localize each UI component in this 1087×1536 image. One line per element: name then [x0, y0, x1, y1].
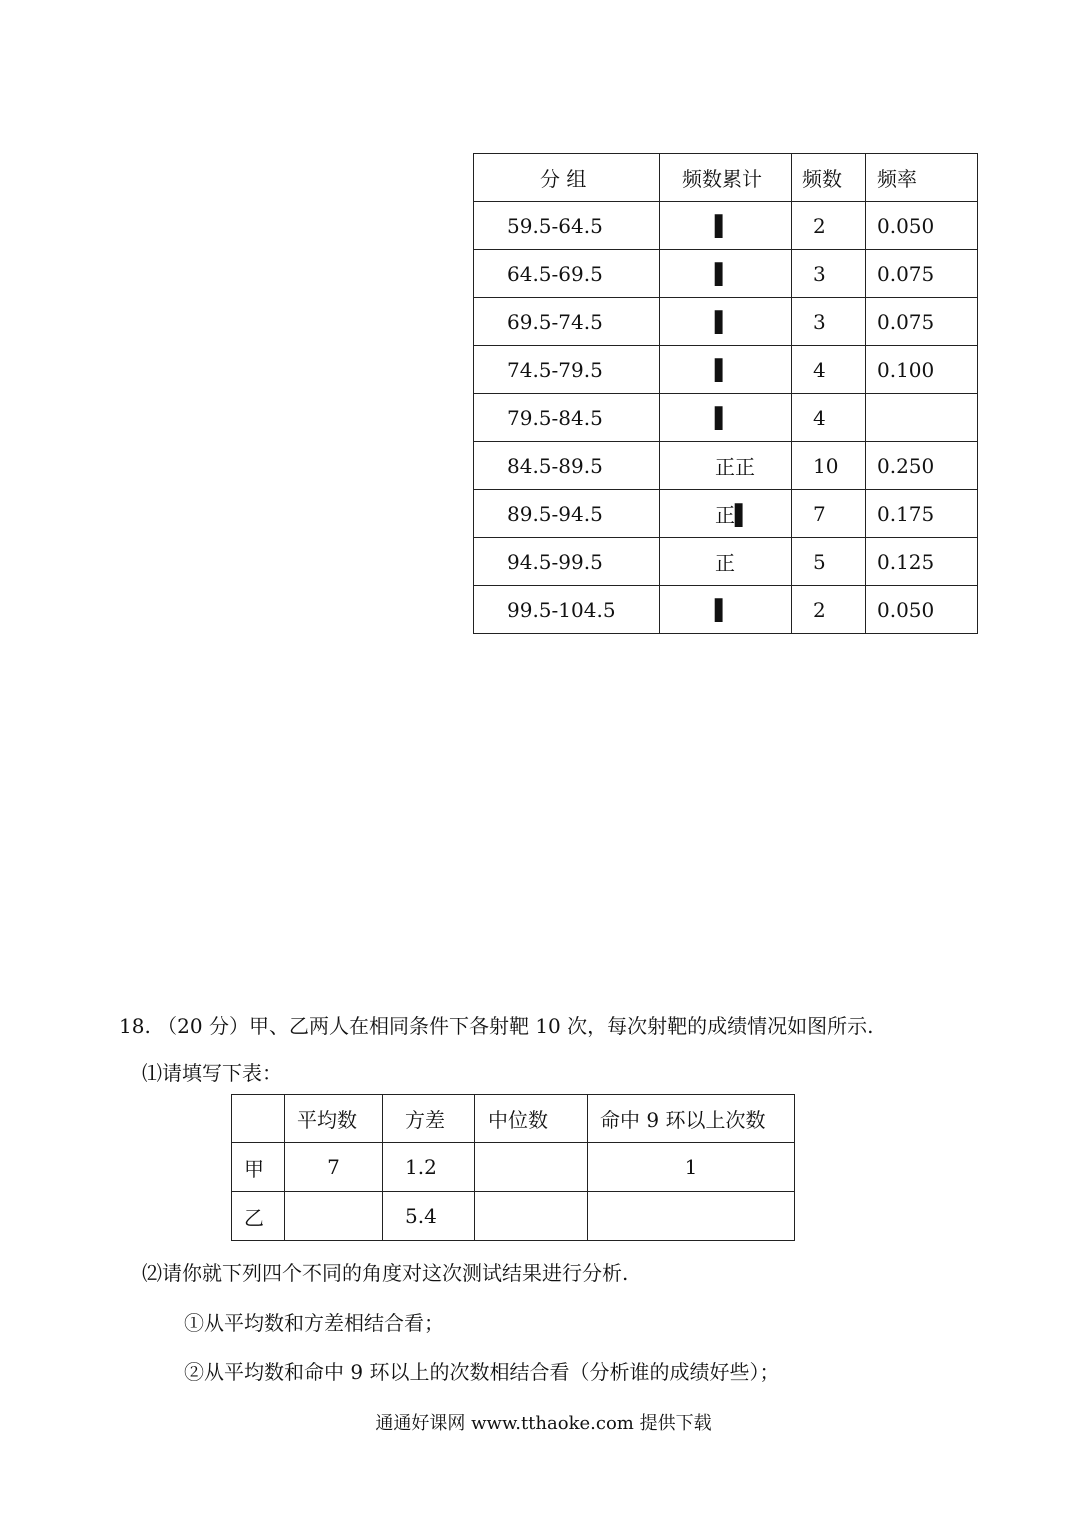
rate-cell: 0.175: [866, 490, 978, 538]
table-row: [474, 298, 978, 346]
tally-cell: 正正: [660, 442, 792, 490]
tally-cell: ▌: [660, 394, 792, 442]
header-count: 频数: [792, 154, 866, 202]
mean-cell: [285, 1192, 383, 1241]
sub-question-1: ①从平均数和方差相结合看；: [184, 1311, 444, 1335]
header-group: 分 组: [474, 154, 660, 202]
header-empty: [232, 1095, 285, 1143]
tally-cell: 正▌: [660, 490, 792, 538]
question-18-stem: 18. （20 分）甲、乙两人在相同条件下各射靶 10 次，每次射靶的成绩情况如图所示.: [119, 1014, 874, 1038]
count-cell: 3: [792, 250, 866, 298]
table-row: [474, 586, 978, 634]
table-row: [232, 1192, 795, 1241]
count-cell: 5: [792, 538, 866, 586]
tally-cell: ▌: [660, 298, 792, 346]
rate-cell: 0.250: [866, 442, 978, 490]
group-cell: 69.5-74.5: [474, 298, 660, 346]
question-18-part1: ⑴请填写下表：: [142, 1061, 282, 1085]
tally-cell: 正: [660, 538, 792, 586]
count-cell: 2: [792, 202, 866, 250]
header-rate: 频率: [866, 154, 978, 202]
header-mean: 平均数: [285, 1095, 383, 1143]
variance-cell: 1.2: [383, 1143, 475, 1192]
tally-cell: ▌: [660, 250, 792, 298]
median-cell: [475, 1192, 588, 1241]
count-cell: 4: [792, 346, 866, 394]
group-cell: 99.5-104.5: [474, 586, 660, 634]
header-tally: 频数累计: [660, 154, 792, 202]
tally-cell: ▌: [660, 202, 792, 250]
name-cell: 乙: [232, 1192, 285, 1241]
group-cell: 59.5-64.5: [474, 202, 660, 250]
rate-cell: 0.125: [866, 538, 978, 586]
count-cell: 2: [792, 586, 866, 634]
count-cell: 7: [792, 490, 866, 538]
sub-question-2: ②从平均数和命中 9 环以上的次数相结合看（分析谁的成绩好些）；: [184, 1360, 780, 1384]
hits-cell: [588, 1192, 795, 1241]
table-row: [232, 1143, 795, 1192]
rate-cell: 0.050: [866, 202, 978, 250]
rate-cell: 0.075: [866, 250, 978, 298]
count-cell: 3: [792, 298, 866, 346]
tally-cell: ▌: [660, 586, 792, 634]
header-hits: 命中 9 环以上次数: [588, 1095, 795, 1143]
table-row: [474, 346, 978, 394]
table-row: [474, 538, 978, 586]
table-row: [474, 442, 978, 490]
tally-cell: ▌: [660, 346, 792, 394]
rate-cell: [866, 394, 978, 442]
variance-cell: 5.4: [383, 1192, 475, 1241]
page-footer: 通通好课网 www.tthaoke.com 提供下载: [375, 1413, 712, 1434]
table-row: [474, 394, 978, 442]
count-cell: 4: [792, 394, 866, 442]
name-cell: 甲: [232, 1143, 285, 1192]
group-cell: 74.5-79.5: [474, 346, 660, 394]
frequency-table: [473, 153, 978, 634]
table-row: [474, 250, 978, 298]
question-18-part2: ⑵请你就下列四个不同的角度对这次测试结果进行分析.: [142, 1261, 629, 1285]
rate-cell: 0.100: [866, 346, 978, 394]
median-cell: [475, 1143, 588, 1192]
group-cell: 64.5-69.5: [474, 250, 660, 298]
count-cell: 10: [792, 442, 866, 490]
table-row: [474, 490, 978, 538]
stats-table: [231, 1094, 795, 1241]
group-cell: 89.5-94.5: [474, 490, 660, 538]
group-cell: 94.5-99.5: [474, 538, 660, 586]
header-median: 中位数: [475, 1095, 588, 1143]
frequency-table-header-row: [474, 154, 978, 202]
hits-cell: 1: [588, 1143, 795, 1192]
rate-cell: 0.075: [866, 298, 978, 346]
stats-table-header-row: [232, 1095, 795, 1143]
group-cell: 84.5-89.5: [474, 442, 660, 490]
rate-cell: 0.050: [866, 586, 978, 634]
table-row: [474, 202, 978, 250]
mean-cell: 7: [285, 1143, 383, 1192]
group-cell: 79.5-84.5: [474, 394, 660, 442]
header-variance: 方差: [383, 1095, 475, 1143]
